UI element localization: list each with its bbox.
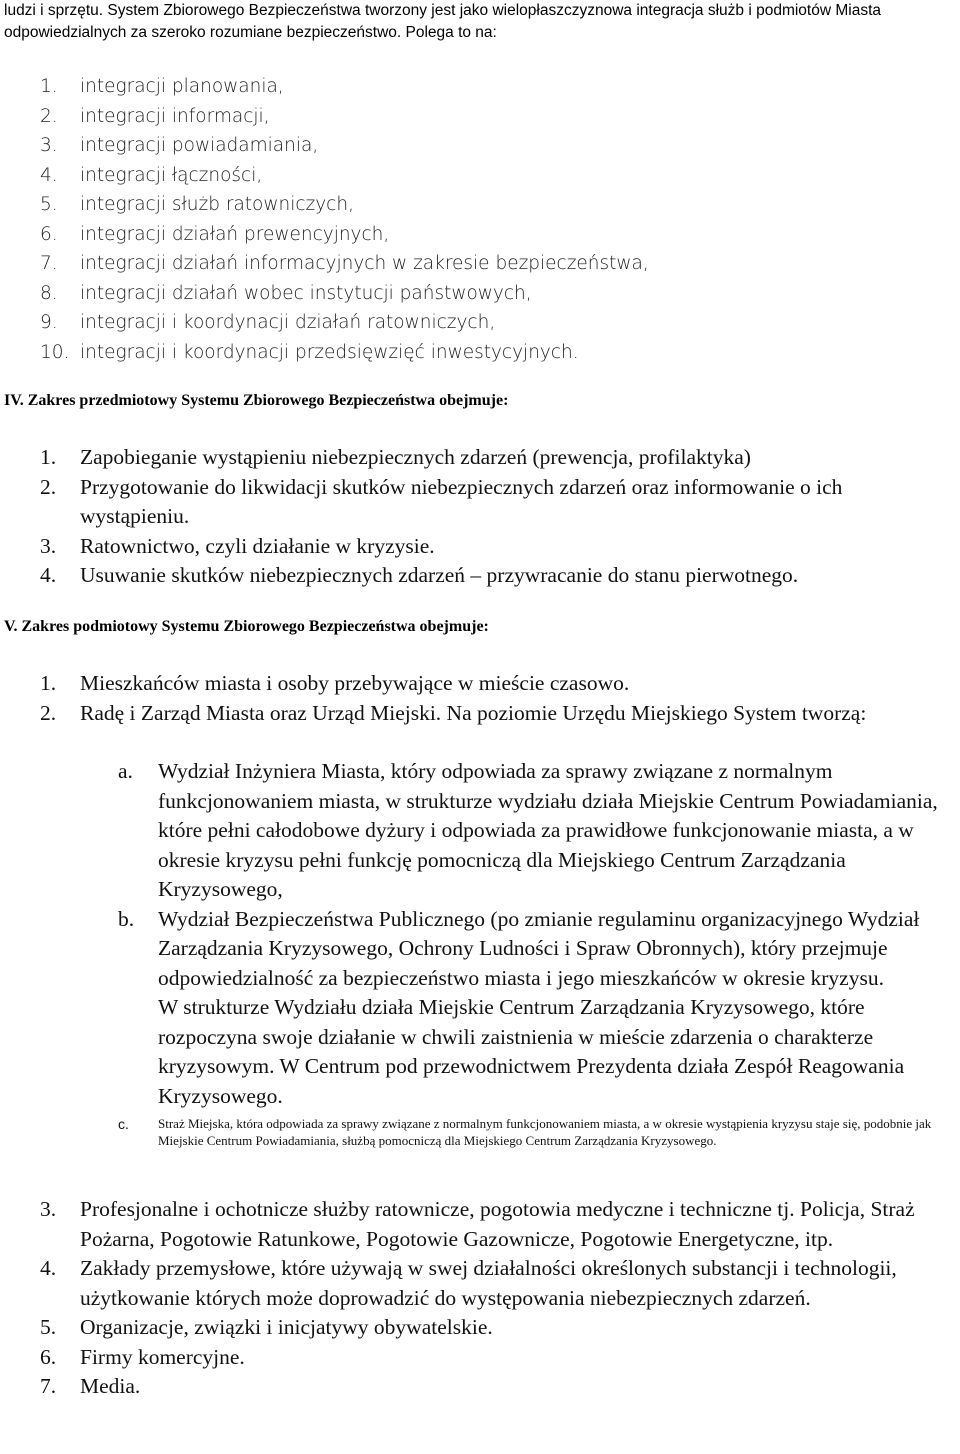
sublist-text: Wydział Inżyniera Miasta, który odpowiada za sprawy związane z normalnym funkcjonowaniem miasta, w strukturze wydziału działa Miejskie Centrum Powiadamiania, które pełni całodobowe dyżury i odpowiada za prawidłowe funkcjonowanie miasta, a w okresie kryzysu pełni funkcję pomocniczą dla Miejskiego Centrum Zarządzania Kryzysowego, — [158, 759, 938, 901]
list-number: 4. — [40, 164, 58, 186]
list-number: 4. — [40, 563, 57, 587]
list-text: integracji łączności, — [80, 164, 263, 186]
intro-paragraph: ludzi i sprzętu. System Zbiorowego Bezpieczeństwa tworzony jest jako wielopłaszczyznowa integracja służb i podmiotów Miasta odpowiedzialnych za szeroko rozumiane bezpieczeństwo. Polega to na: — [4, 2, 881, 41]
list-number: 2. — [40, 700, 57, 725]
list-number: 3. — [40, 1197, 57, 1221]
list-text: integracji planowania, — [80, 76, 284, 97]
list-item — [40, 1195, 920, 1254]
list-number: 1. — [40, 76, 58, 97]
list-item — [40, 190, 649, 220]
list-number: 2. — [40, 105, 58, 127]
list-item — [40, 1343, 920, 1373]
list-item — [40, 669, 950, 699]
list-number: 6. — [40, 1344, 57, 1369]
list-item — [40, 1372, 920, 1402]
sublist-text-continued: W strukturze Wydziału działa Miejskie Centrum Zarządzania Kryzysowego, które rozpoczyna swoje działanie w chwili zaistnienia w mieście zdarzenia o charakterze kryzysowym. W Centrum pod przewodnictwem Prezydenta działa Zespół Reagowania Kryzysowego. — [158, 995, 905, 1108]
sublist-letter: a. — [118, 759, 133, 783]
list-item — [40, 1254, 920, 1313]
list-number: 3. — [40, 135, 58, 156]
list-item — [40, 131, 649, 161]
section-v-heading: V. Zakres podmiotowy Systemu Zbiorowego Bezpieczeństwa obejmuje: — [4, 618, 489, 635]
list-item — [40, 561, 950, 591]
list-number: 4. — [40, 1256, 57, 1280]
list-number: 7. — [40, 1374, 57, 1398]
list-number: 1. — [40, 445, 57, 469]
list-number: 6. — [40, 223, 58, 245]
list-item — [40, 72, 649, 102]
sublist-letter: c. — [118, 1116, 129, 1132]
list-text: Zakłady przemysłowe, które używają w swej działalności określonych substancji i technologii, użytkowanie których może doprowadzić do występowania niebezpiecznych zdarzeń. — [80, 1256, 897, 1310]
section-v-list-top — [40, 669, 950, 728]
list-text: integracji i koordynacji działań ratowniczych, — [80, 312, 496, 333]
sublist-text: Straż Miejska, która odpowiada za sprawy związane z normalnym funkcjonowaniem miasta, a w okresie wystąpienia kryzysu staje się, podobnie jak Miejskie Centrum Powiadamiania, służbą pomocniczą dla Miejskiego Centrum Zarządzania Kryzysowego. — [158, 1116, 932, 1148]
list-text: integracji powiadamiania, — [80, 135, 319, 156]
list-text: integracji działań prewencyjnych, — [80, 223, 390, 245]
list-item — [40, 1313, 920, 1343]
list-number: 5. — [40, 194, 58, 215]
list-text: Zapobieganie wystąpieniu niebezpiecznych zdarzeń (prewencja, profilaktyka) — [80, 445, 751, 469]
list-item — [40, 220, 649, 250]
list-number: 1. — [40, 671, 57, 695]
list-item — [40, 473, 950, 532]
list-text: integracji działań wobec instytucji państwowych, — [80, 282, 532, 304]
list-number: 7. — [40, 253, 58, 274]
section-iv-heading: IV. Zakres przedmiotowy Systemu Zbiorowego Bezpieczeństwa obejmuje: — [4, 392, 509, 409]
list-text: integracji działań informacyjnych w zakresie bezpieczeństwa, — [80, 253, 649, 274]
list-item — [40, 279, 649, 309]
list-number: 3. — [40, 533, 57, 558]
list-text: Przygotowanie do likwidacji skutków niebezpiecznych zdarzeń oraz informowanie o ich wystąpieniu. — [80, 474, 843, 528]
list-number: 5. — [40, 1315, 57, 1339]
list-text: Usuwanie skutków niebezpiecznych zdarzeń – przywracanie do stanu pierwotnego. — [80, 563, 799, 587]
list-item — [40, 308, 649, 338]
list-item — [40, 249, 649, 279]
list-item — [40, 532, 950, 562]
sublist-item — [118, 1115, 948, 1149]
list-text: Ratownictwo, czyli działanie w kryzysie. — [80, 533, 435, 558]
sublist-item — [118, 905, 948, 1112]
list-item — [40, 102, 649, 132]
list-text: integracji służb ratowniczych, — [80, 194, 354, 215]
list-item — [40, 161, 649, 191]
list-text: Mieszkańców miasta i osoby przebywające w mieście czasowo. — [80, 671, 630, 695]
list-text: Firmy komercyjne. — [80, 1344, 245, 1369]
list-number: 2. — [40, 474, 57, 499]
sublist-text: Wydział Bezpieczeństwa Publicznego (po zmianie regulaminu organizacyjnego Wydział Zarządzania Kryzysowego, Ochrony Ludności i Spraw Obronnych), który przejmuje odpowiedzialność za bezpieczeństwo miasta i jego mieszkańców w okresie kryzysu. — [158, 906, 920, 990]
list-text: Media. — [80, 1374, 141, 1398]
list-item — [40, 443, 950, 473]
section-v-list-bottom — [40, 1195, 920, 1402]
list-item — [40, 699, 950, 729]
list-text: integracji informacji, — [80, 105, 270, 127]
list-text: integracji i koordynacji przedsięwzięć inwestycyjnych. — [80, 341, 579, 363]
sublist-item — [118, 757, 948, 905]
list-item — [40, 338, 649, 368]
list-text: Radę i Zarząd Miasta oraz Urząd Miejski. Na poziomie Urzędu Miejskiego System tworzą: — [80, 700, 867, 725]
integration-list — [40, 72, 649, 367]
sublist-letter: b. — [118, 906, 135, 931]
section-v-sublist — [118, 757, 948, 1149]
list-number: 9. — [40, 312, 58, 333]
section-iv-list — [40, 443, 950, 591]
list-number: 10. — [40, 341, 70, 363]
list-text: Organizacje, związki i inicjatywy obywatelskie. — [80, 1315, 493, 1339]
list-number: 8. — [40, 282, 58, 304]
list-text: Profesjonalne i ochotnicze służby ratownicze, pogotowia medyczne i techniczne tj. Policja, Straż Pożarna, Pogotowie Ratunkowe, Pogotowie Gazownicze, Pogotowie Energetyczne, itp. — [80, 1197, 915, 1251]
